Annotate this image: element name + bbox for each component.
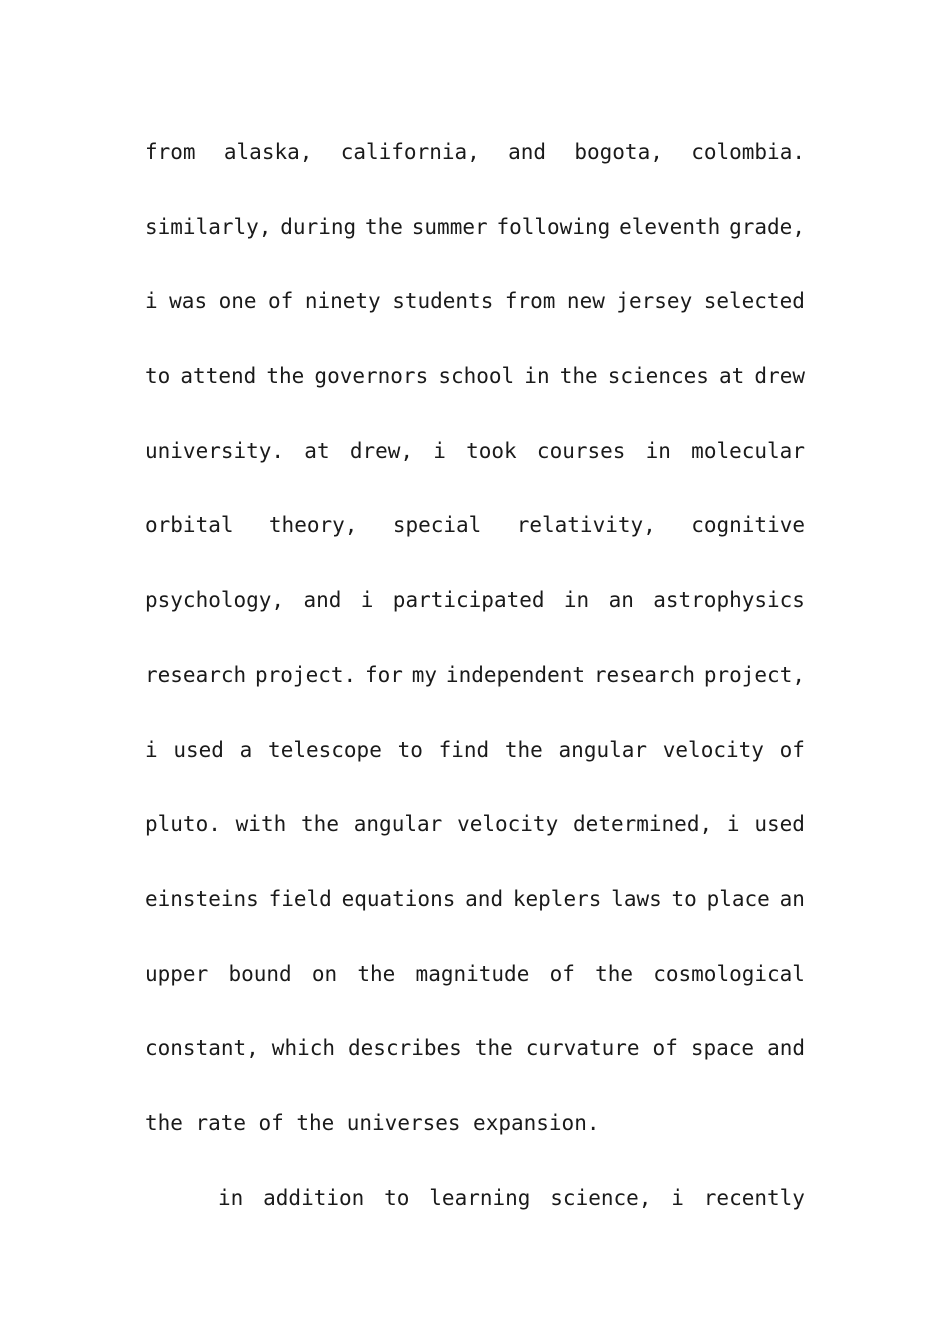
word: the: [504, 737, 543, 762]
word: students: [392, 289, 494, 314]
word: magnitude: [415, 961, 530, 986]
text-line: [145, 1028, 805, 1103]
word: new: [566, 289, 605, 314]
text-line: [145, 1103, 805, 1178]
word: project.: [255, 662, 357, 687]
word: independent: [445, 662, 585, 687]
text-line: [145, 1178, 805, 1253]
word: recently: [703, 1185, 805, 1210]
word: special: [392, 513, 482, 538]
word: of: [779, 737, 805, 762]
word: laws: [611, 886, 662, 911]
word: velocity: [662, 737, 764, 762]
word: science,: [550, 1185, 652, 1210]
word: upper: [145, 961, 209, 986]
text-line: [145, 954, 805, 1029]
word: summer: [411, 214, 488, 239]
word: ninety: [304, 289, 381, 314]
word: one: [218, 289, 257, 314]
word: my: [411, 662, 438, 687]
word: equations: [341, 886, 456, 911]
text-line: [145, 879, 805, 954]
word: with: [235, 812, 287, 837]
text-line: [145, 505, 805, 580]
word: in: [218, 1185, 244, 1210]
word: the: [145, 1110, 183, 1135]
word: to: [671, 886, 697, 911]
word: a: [239, 737, 253, 762]
word: and: [303, 588, 342, 613]
word: in: [645, 438, 671, 463]
word: following: [496, 214, 611, 239]
text-line: [145, 580, 805, 655]
text-line: [145, 356, 805, 431]
word: learning: [429, 1185, 531, 1210]
word: addition: [263, 1185, 365, 1210]
word: for: [365, 662, 403, 687]
word: grade,: [729, 214, 805, 239]
word: i: [726, 812, 740, 837]
word: used: [173, 737, 224, 762]
word: orbital: [145, 513, 234, 538]
word: the: [474, 1036, 513, 1061]
word: research: [593, 662, 695, 687]
word: the: [296, 1110, 335, 1135]
word: the: [266, 364, 305, 389]
text-line: [145, 281, 805, 356]
word: psychology,: [145, 588, 285, 613]
word: angular: [353, 812, 443, 837]
word: project,: [703, 662, 805, 687]
word: drew,: [349, 438, 414, 463]
essay-body: [145, 132, 805, 1252]
word: sciences: [607, 364, 709, 389]
word: molecular: [691, 438, 805, 463]
word: alaska,: [223, 140, 313, 164]
text-line: [145, 730, 805, 805]
text-line: [145, 655, 805, 730]
word: university.: [145, 438, 285, 463]
word: courses: [536, 438, 626, 463]
word: of: [652, 1036, 678, 1061]
word: field: [268, 886, 332, 911]
word: the: [559, 364, 598, 389]
word: telescope: [268, 737, 382, 762]
word: i: [433, 438, 446, 463]
word: in: [524, 364, 550, 389]
word: place: [706, 886, 770, 911]
word: theory,: [268, 513, 358, 538]
word: the: [595, 961, 634, 986]
word: during: [280, 214, 357, 239]
word: was: [169, 289, 208, 314]
word: of: [268, 289, 294, 314]
word: universes: [346, 1110, 461, 1135]
word: which: [271, 1036, 336, 1061]
word: selected: [703, 289, 805, 314]
word: expansion.: [473, 1110, 600, 1135]
word: the: [364, 214, 403, 239]
word: jersey: [616, 289, 693, 314]
word: in: [563, 588, 590, 613]
word: bound: [228, 961, 292, 986]
word: at: [304, 438, 330, 463]
word: astrophysics: [653, 588, 805, 613]
word: to: [145, 364, 171, 389]
word: drew: [754, 364, 805, 389]
word: from: [504, 289, 556, 314]
word: keplers: [512, 886, 602, 911]
word: angular: [558, 737, 648, 762]
word: colombia.: [691, 140, 805, 164]
word: cognitive: [691, 513, 805, 538]
word: space: [690, 1036, 755, 1061]
word: and: [508, 140, 547, 164]
word: at: [719, 364, 745, 389]
word: find: [438, 737, 490, 762]
word: research: [145, 662, 247, 687]
word: bogota,: [574, 140, 663, 164]
word: i: [360, 588, 374, 613]
word: similarly,: [145, 214, 272, 239]
word: velocity: [457, 812, 559, 837]
word: from: [145, 140, 196, 164]
text-line: [145, 804, 805, 879]
word: relativity,: [516, 513, 656, 538]
word: california,: [340, 140, 480, 164]
word: curvature: [525, 1036, 640, 1061]
word: i: [145, 289, 158, 314]
word: an: [779, 886, 805, 911]
word: rate: [195, 1110, 247, 1135]
word: governors: [314, 364, 429, 389]
word: i: [145, 737, 158, 762]
word: attend: [180, 364, 257, 389]
word: cosmological: [653, 961, 805, 986]
word: constant,: [145, 1036, 259, 1061]
word: einsteins: [145, 886, 259, 911]
word: the: [357, 961, 396, 986]
word: the: [301, 812, 339, 837]
word: i: [671, 1185, 684, 1210]
word: and: [465, 886, 504, 911]
word: to: [384, 1185, 410, 1210]
word: determined,: [573, 812, 713, 837]
word: an: [608, 588, 634, 613]
word: participated: [392, 588, 545, 613]
word: pluto.: [145, 812, 221, 837]
word: of: [258, 1110, 284, 1135]
word: took: [466, 438, 517, 463]
word: eleventh: [619, 214, 721, 239]
word: to: [397, 737, 423, 762]
word: of: [549, 961, 575, 986]
word: used: [754, 812, 805, 837]
word: school: [438, 364, 515, 389]
word: and: [767, 1036, 805, 1061]
word: on: [311, 961, 338, 986]
text-line: [145, 207, 805, 282]
text-line: [145, 431, 805, 506]
word: describes: [348, 1036, 462, 1061]
text-line: [145, 132, 805, 207]
